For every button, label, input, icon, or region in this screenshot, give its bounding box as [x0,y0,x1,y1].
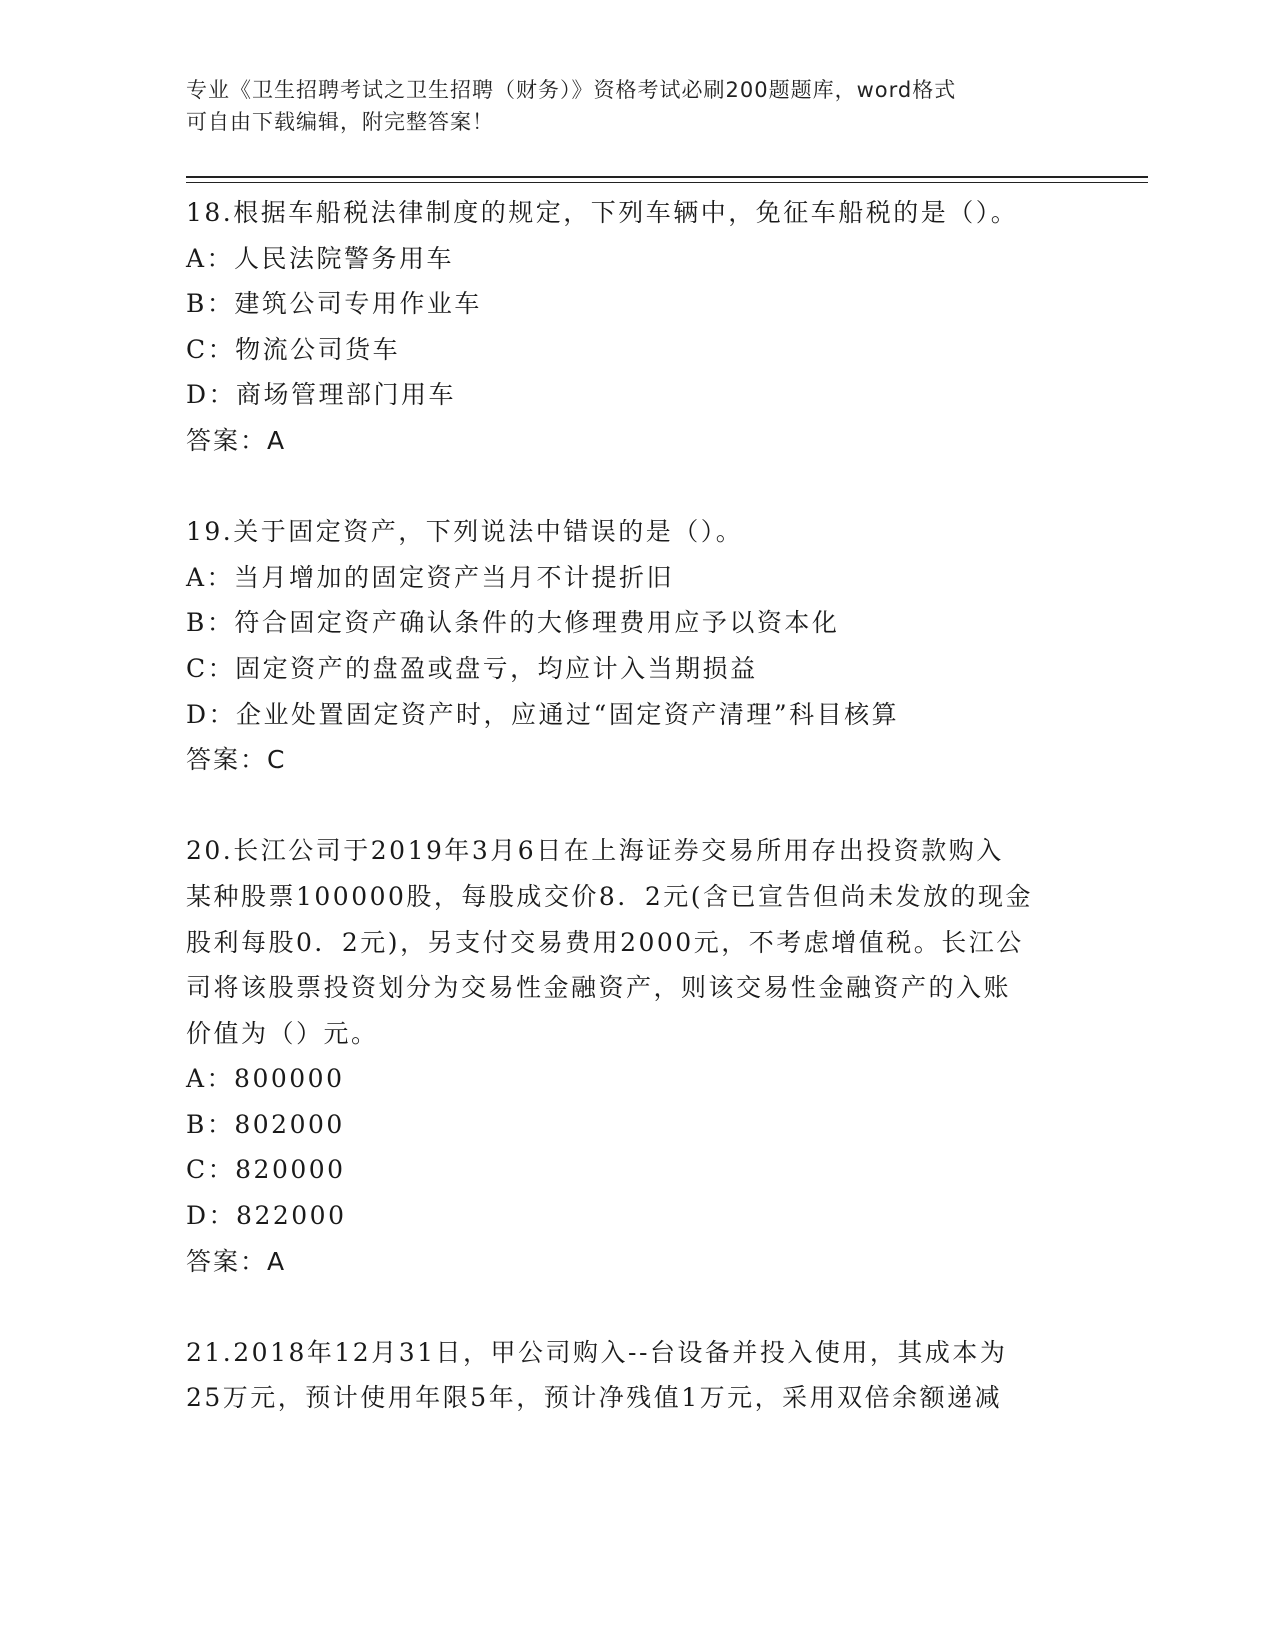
question-stem-line: 20.长江公司于2019年3月6日在上海证券交易所用存出投资款购入 [186,836,1004,866]
document-header [186,74,1066,138]
question-stem-line: 25万元，预计使用年限5年，预计净残值1万元，采用双倍余额递减 [186,1383,1003,1413]
question-stem-line: 某种股票100000股，每股成交价8．2元(含已宣告但尚未发放的现金 [186,881,1034,911]
question-21 [186,1330,1086,1421]
header-line-2: 可自由下载编辑，附完整答案！ [186,110,494,134]
question-stem-line: 股利每股0．2元)，另支付交易费用2000元，不考虑增值税。长江公 [186,927,1024,957]
question-19 [186,509,1086,783]
option-d: D：商场管理部门用车 [186,380,457,410]
answer: 答案：A [186,425,287,455]
option-a: A：人民法院警务用车 [186,243,455,273]
header-divider-thin [186,182,1148,183]
option-b: B：802000 [186,1109,345,1139]
option-a: A：当月增加的固定资产当月不计提折旧 [186,562,675,592]
header-divider-thick [186,176,1148,178]
option-c: C：固定资产的盘盈或盘亏，均应计入当期损益 [186,653,758,683]
question-stem-line: 21.2018年12月31日，甲公司购入--台设备并投入使用，其成本为 [186,1337,1008,1367]
option-c: C：820000 [186,1155,346,1185]
option-b: B：符合固定资产确认条件的大修理费用应予以资本化 [186,608,840,638]
header-line-1: 专业《卫生招聘考试之卫生招聘（财务）》资格考试必刷200题题库，word格式 [186,78,957,102]
question-stem: 18.根据车船税法律制度的规定，下列车辆中，免征车船税的是（）。 [186,198,1019,227]
option-d: D：822000 [186,1201,347,1231]
question-18 [186,190,1086,464]
question-list [186,190,1086,1421]
question-stem-line: 价值为（）元。 [186,1018,379,1048]
question-stem: 19.关于固定资产，下列说法中错误的是（）。 [186,517,744,547]
option-c: C：物流公司货车 [186,334,401,364]
answer: 答案：C [186,745,287,775]
option-a: A：800000 [186,1064,345,1094]
question-stem-line: 司将该股票投资划分为交易性金融资产，则该交易性金融资产的入账 [186,973,1012,1003]
question-20 [186,828,1086,1284]
option-d: D：企业处置固定资产时，应通过“固定资产清理”科目核算 [186,699,900,729]
answer: 答案：A [186,1246,287,1276]
option-b: B：建筑公司专用作业车 [186,289,482,319]
